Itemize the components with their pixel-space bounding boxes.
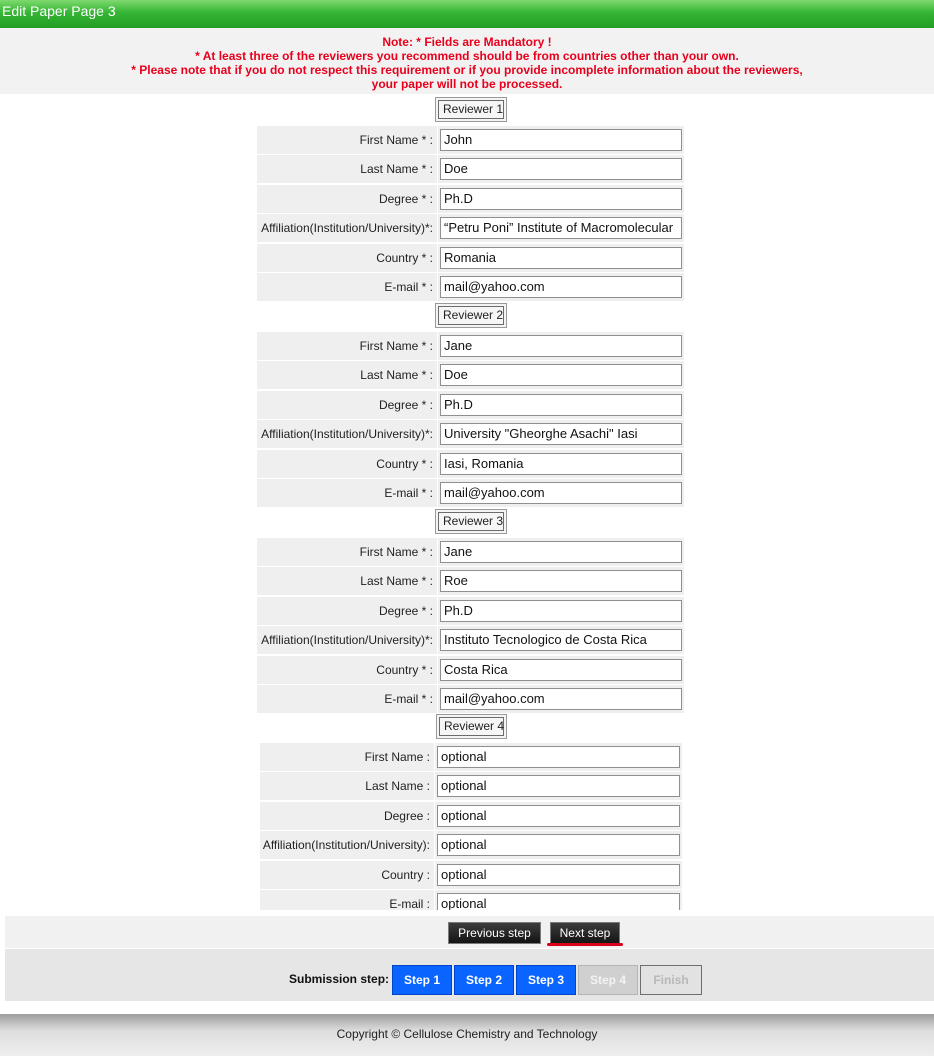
email-label: E-mail * : — [257, 273, 437, 301]
reviewer-1-last-name-input[interactable]: Doe — [440, 158, 682, 180]
reviewer-1-last-name-row — [257, 155, 684, 183]
footer-copyright: Copyright © Cellulose Chemistry and Technology — [0, 1014, 934, 1056]
country-cell — [435, 861, 682, 889]
reviewer-3-first-name-row — [257, 538, 684, 566]
reviewer-1-header — [435, 97, 507, 122]
step-5-button: Finish — [640, 965, 702, 995]
degree-cell — [438, 597, 684, 625]
first-name-cell — [438, 126, 684, 154]
affiliation-label: Affiliation(Institution/University)*: — [257, 214, 437, 242]
first-name-label: First Name * : — [257, 126, 437, 154]
degree-cell — [438, 185, 684, 213]
reviewer-3-degree-input[interactable]: Ph.D — [440, 600, 682, 622]
reviewer-2-country-row — [257, 450, 684, 478]
affiliation-cell — [438, 420, 684, 448]
reviewer-2-last-name-row — [257, 361, 684, 389]
reviewer-3-country-input[interactable]: Costa Rica — [440, 659, 682, 681]
last-name-label: Last Name * : — [257, 567, 437, 595]
reviewer-3-first-name-input[interactable]: Jane — [440, 541, 682, 563]
reviewer-2-degree-input[interactable]: Ph.D — [440, 394, 682, 416]
degree-label: Degree : — [260, 802, 434, 830]
degree-label: Degree * : — [257, 391, 437, 419]
country-label: Country : — [260, 861, 434, 889]
reviewer-3-last-name-input[interactable]: Roe — [440, 570, 682, 592]
reviewer-1-email-input[interactable]: mail@yahoo.com — [440, 276, 682, 298]
reviewer-1-affiliation-input[interactable]: “Petru Poni” Institute of Macromolecular — [440, 217, 682, 239]
reviewer-2-email-input[interactable]: mail@yahoo.com — [440, 482, 682, 504]
affiliation-cell — [438, 626, 684, 654]
reviewer-2-degree-row — [257, 391, 684, 419]
affiliation-cell — [438, 214, 684, 242]
note-line-3: * Please note that if you do not respect this requirement or if you provide incomplete information about the reviewers, — [131, 63, 803, 77]
last-name-label: Last Name : — [260, 772, 434, 800]
email-cell — [438, 273, 684, 301]
note-line-1: Note: * Fields are Mandatory ! — [382, 35, 552, 49]
reviewer-1-first-name-row — [257, 126, 684, 154]
reviewer-header-label: Reviewer 2 — [438, 306, 504, 325]
next-step-highlight — [547, 943, 623, 946]
reviewer-2-country-input[interactable]: Iasi, Romania — [440, 453, 682, 475]
reviewer-4-degree-input[interactable]: optional — [437, 805, 680, 827]
first-name-cell — [438, 332, 684, 360]
reviewer-4-section — [0, 740, 934, 910]
country-cell — [438, 450, 684, 478]
note-line-2: * At least three of the reviewers you recommend should be from countries other than your own. — [195, 49, 739, 63]
reviewer-3-country-row — [257, 656, 684, 684]
reviewer-header-label: Reviewer 3 — [438, 512, 504, 531]
country-label: Country * : — [257, 450, 437, 478]
last-name-cell — [438, 567, 684, 595]
note-line-4: your paper will not be processed. — [371, 77, 563, 91]
reviewer-4-last-name-row — [260, 772, 682, 800]
reviewer-2-affiliation-row — [257, 420, 684, 448]
reviewer-2-first-name-input[interactable]: Jane — [440, 335, 682, 357]
reviewer-1-country-input[interactable]: Romania — [440, 247, 682, 269]
reviewer-2-header — [435, 303, 507, 328]
reviewer-header-label: Reviewer 4 — [439, 717, 504, 736]
first-name-label: First Name * : — [257, 538, 437, 566]
country-cell — [438, 244, 684, 272]
reviewer-1-first-name-input[interactable]: John — [440, 129, 682, 151]
reviewer-4-first-name-input[interactable]: optional — [437, 746, 680, 768]
email-cell — [435, 890, 682, 910]
reviewer-4-first-name-row — [260, 743, 682, 771]
step-3-button[interactable]: Step 3 — [516, 965, 576, 995]
reviewer-3-affiliation-row — [257, 626, 684, 654]
first-name-cell — [438, 538, 684, 566]
degree-label: Degree * : — [257, 597, 437, 625]
first-name-label: First Name : — [260, 743, 434, 771]
reviewer-header-label: Reviewer 1 — [438, 100, 504, 119]
reviewer-3-email-row — [257, 685, 684, 713]
affiliation-label: Affiliation(Institution/University)*: — [257, 626, 437, 654]
degree-cell — [438, 391, 684, 419]
country-label: Country * : — [257, 244, 437, 272]
email-label: E-mail * : — [257, 685, 437, 713]
reviewer-2-email-row — [257, 479, 684, 507]
affiliation-label: Affiliation(Institution/University)*: — [257, 420, 437, 448]
submission-step-label: Submission step: — [289, 972, 390, 986]
reviewer-4-affiliation-input[interactable]: optional — [437, 834, 680, 856]
degree-cell — [435, 802, 682, 830]
page-title: Edit Paper Page 3 — [0, 0, 934, 28]
country-label: Country * : — [257, 656, 437, 684]
previous-step-button[interactable]: Previous step — [448, 922, 541, 944]
reviewer-1-affiliation-row — [257, 214, 684, 242]
reviewer-4-email-input[interactable]: optional — [437, 893, 680, 910]
reviewer-4-header — [436, 714, 507, 739]
email-cell — [438, 479, 684, 507]
reviewer-3-email-input[interactable]: mail@yahoo.com — [440, 688, 682, 710]
reviewer-4-email-row — [260, 890, 682, 910]
last-name-cell — [438, 361, 684, 389]
email-cell — [438, 685, 684, 713]
reviewer-2-first-name-row — [257, 332, 684, 360]
affiliation-label: Affiliation(Institution/University): — [260, 831, 434, 859]
step-4-button: Step 4 — [578, 965, 638, 995]
last-name-label: Last Name * : — [257, 155, 437, 183]
email-label: E-mail : — [260, 890, 434, 910]
reviewer-4-affiliation-row — [260, 831, 682, 859]
reviewer-3-degree-row — [257, 597, 684, 625]
reviewer-1-email-row — [257, 273, 684, 301]
reviewer-3-affiliation-input[interactable]: Instituto Tecnologico de Costa Rica — [440, 629, 682, 651]
email-label: E-mail * : — [257, 479, 437, 507]
reviewer-4-country-row — [260, 861, 682, 889]
affiliation-cell — [435, 831, 682, 859]
reviewer-1-country-row — [257, 244, 684, 272]
degree-label: Degree * : — [257, 185, 437, 213]
country-cell — [438, 656, 684, 684]
reviewer-4-last-name-input[interactable]: optional — [437, 775, 680, 797]
next-step-button[interactable]: Next step — [550, 922, 620, 944]
last-name-cell — [438, 155, 684, 183]
first-name-cell — [435, 743, 682, 771]
last-name-label: Last Name * : — [257, 361, 437, 389]
reviewer-3-header — [435, 509, 507, 534]
reviewer-1-degree-row — [257, 185, 684, 213]
last-name-cell — [435, 772, 682, 800]
step-2-button[interactable]: Step 2 — [454, 965, 514, 995]
first-name-label: First Name * : — [257, 332, 437, 360]
mandatory-note — [0, 28, 934, 94]
reviewer-1-degree-input[interactable]: Ph.D — [440, 188, 682, 210]
step-1-button[interactable]: Step 1 — [392, 965, 452, 995]
reviewer-4-degree-row — [260, 802, 682, 830]
reviewer-3-last-name-row — [257, 567, 684, 595]
reviewer-2-last-name-input[interactable]: Doe — [440, 364, 682, 386]
reviewer-4-country-input[interactable]: optional — [437, 864, 680, 886]
reviewer-2-affiliation-input[interactable]: University "Gheorghe Asachi" Iasi — [440, 423, 682, 445]
